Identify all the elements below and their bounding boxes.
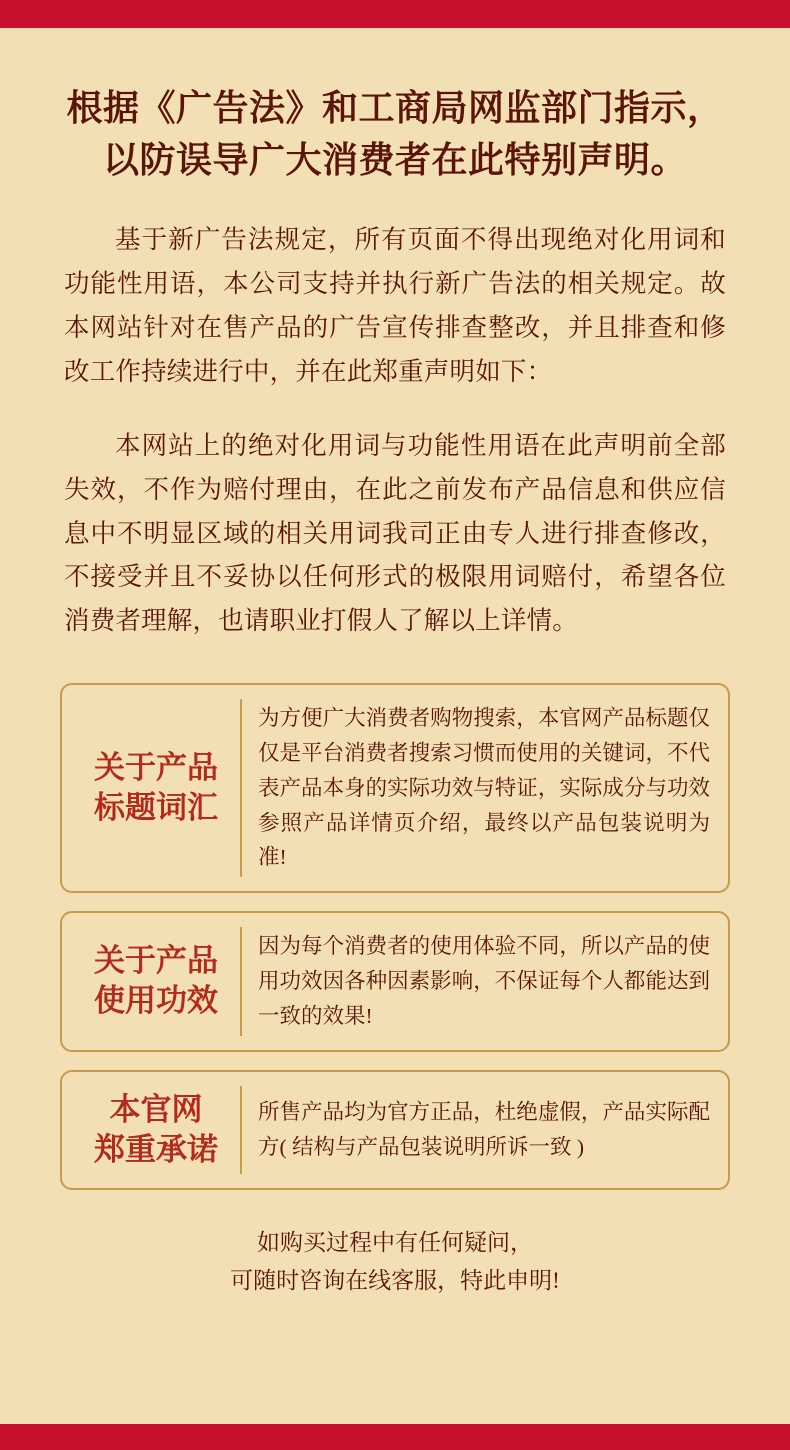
card-title-line2: 郑重承诺	[94, 1132, 218, 1168]
card-product-title-terms	[60, 683, 730, 893]
card-title	[72, 1086, 242, 1175]
card-title-line2: 标题词汇	[94, 790, 218, 826]
statement-card-list	[60, 683, 730, 1190]
card-title-line2: 使用功效	[94, 983, 218, 1019]
statement-paragraph-2: 本网站上的绝对化用词与功能性用语在此声明前全部失效，不作为赔付理由，在此之前发布产品信息和供应信息中不明显区域的相关用词我司正由专人进行排查修改，不接受并且不妥协以任何形式的极限用词赔付，希望各位消费者理解，也请职业打假人了解以上详情。	[64, 430, 726, 636]
page-title-line1: 根据《广告法》和工商局网监部门指示，	[66, 88, 724, 128]
card-body: 所售产品均为官方正品，杜绝虚假，产品实际配方( 结构与产品包装说明所诉一致 )	[258, 1100, 710, 1160]
card-official-promise	[60, 1070, 730, 1191]
footer-line2: 可随时咨询在线客服，特此申明!	[230, 1267, 560, 1293]
card-title-line1: 关于产品	[94, 749, 218, 785]
card-title-line1: 本官网	[109, 1091, 203, 1127]
statement-paragraph-1: 基于新广告法规定，所有页面不得出现绝对化用词和功能性用语，本公司支持并执行新广告法的相关规定。故本网站针对在售产品的广告宣传排查整改，并且排查和修改工作持续进行中，并在此郑重声明如下：	[64, 225, 726, 386]
card-title-line1: 关于产品	[94, 943, 218, 979]
card-title	[72, 699, 242, 877]
card-product-efficacy	[60, 911, 730, 1051]
card-title	[72, 927, 242, 1035]
footer-note	[60, 1224, 730, 1299]
footer-line1: 如购买过程中有任何疑问，	[257, 1230, 533, 1256]
page-title-line2: 以防误导广大消费者在此特别声明。	[102, 140, 687, 181]
page-title	[60, 82, 730, 186]
statement-panel	[0, 28, 790, 1424]
card-body: 为方便广大消费者购物搜索，本官网产品标题仅仅是平台消费者搜索习惯而使用的关键词，不代表产品本身的实际功效与特证，实际成分与功效参照产品详情页介绍，最终以产品包装说明为准!	[258, 706, 710, 870]
card-body: 因为每个消费者的使用体验不同，所以产品的使用功效因各种因素影响，不保证每个人都能达到一致的效果!	[258, 934, 710, 1028]
